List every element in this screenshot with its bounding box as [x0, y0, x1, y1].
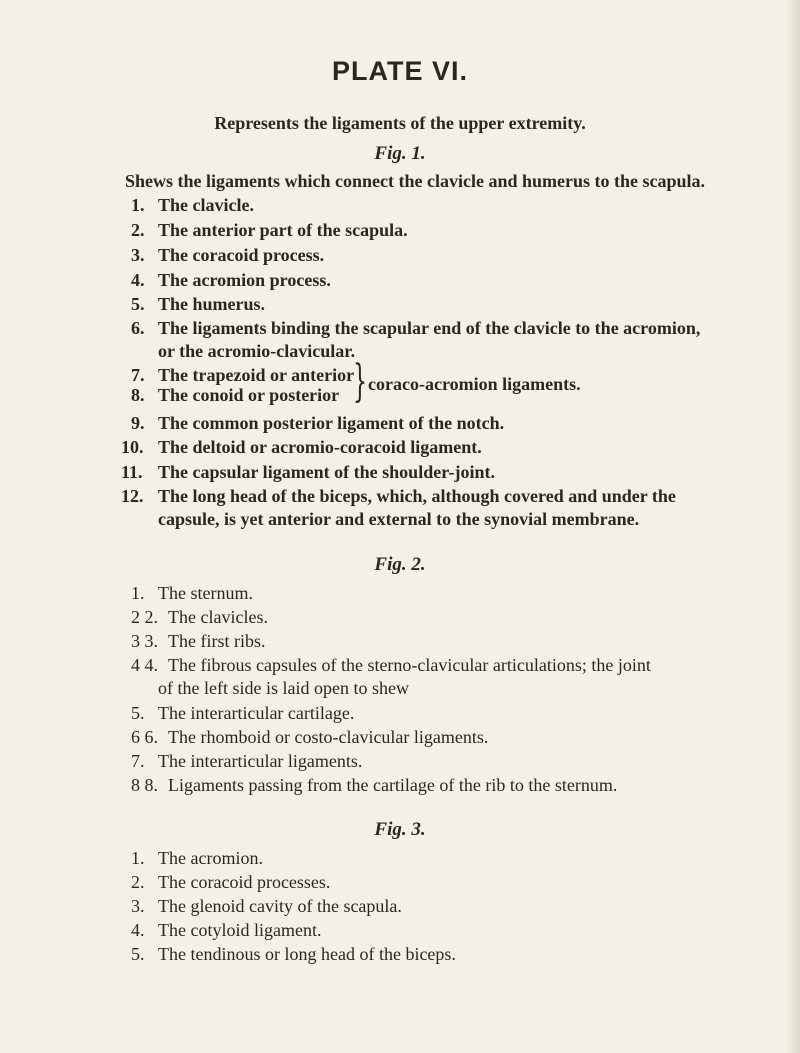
fig1-item-continuation: capsule, is yet anterior and external to the synovial membrane.: [158, 509, 640, 529]
fig2-item-continuation: of the left side is laid open to shew: [158, 678, 409, 698]
fig3-heading: Fig. 3.: [374, 819, 426, 840]
brace-symbol: }: [353, 356, 367, 407]
fig1-heading: Fig. 1.: [374, 143, 426, 164]
plate-intro: Represents the ligaments of the upper extremity.: [214, 113, 586, 133]
fig1-item-continuation: or the acromio-clavicular.: [158, 341, 356, 361]
fig2-heading: Fig. 2.: [374, 554, 426, 575]
plate-title: PLATE VI.: [331, 56, 468, 86]
fig1-description: Shews the ligaments which connect the clavicle and humerus to the scapula.: [125, 171, 705, 191]
brace-label: coraco-acromion ligaments.: [368, 374, 581, 394]
book-page: PLATE VI. Represents the ligaments of the upper extremity. Fig. 1. Shews the ligaments which connect the clavicle and humerus to the scapula. 1. The clavicle. 2. The anterior part of the scapula. 3. The coracoid process. 4. The acromion process. 5. The humerus. 6. The ligaments binding the scapular end of the clavicle to the acromion, or the acromio-clavicular. 7. The trapezoid or anterior 8. The conoid or posterior } coraco-acromion ligaments. 9. The common posterior ligament of the notch. 10. The deltoid or acromio-coracoid ligament. 11. The capsular ligament of the shoulder-joint. 12. The long head of the biceps, which, although covered and under the capsule, is yet anterior and external to the synovial membrane. Fig. 2. 1. The sternum. 2 2. The clavicles. 3 3. The first ribs. 4 4. The fibrous capsules of the sterno-clavicular articulations; the joint of the left side is laid open to shew 5. The interarticular cartilage. 6 6. The rhomboid or costo-clavicular ligaments. 7. The interarticular ligaments. 8 8. Ligaments passing from the cartilage of the rib to the sternum. Fig. 3. 1. The acromion. 2. The coracoid processes. 3. The glenoid cavity of the scapula. 4. The cotyloid ligament. 5. The tendinous or long head of the biceps.: [0, 0, 800, 1053]
